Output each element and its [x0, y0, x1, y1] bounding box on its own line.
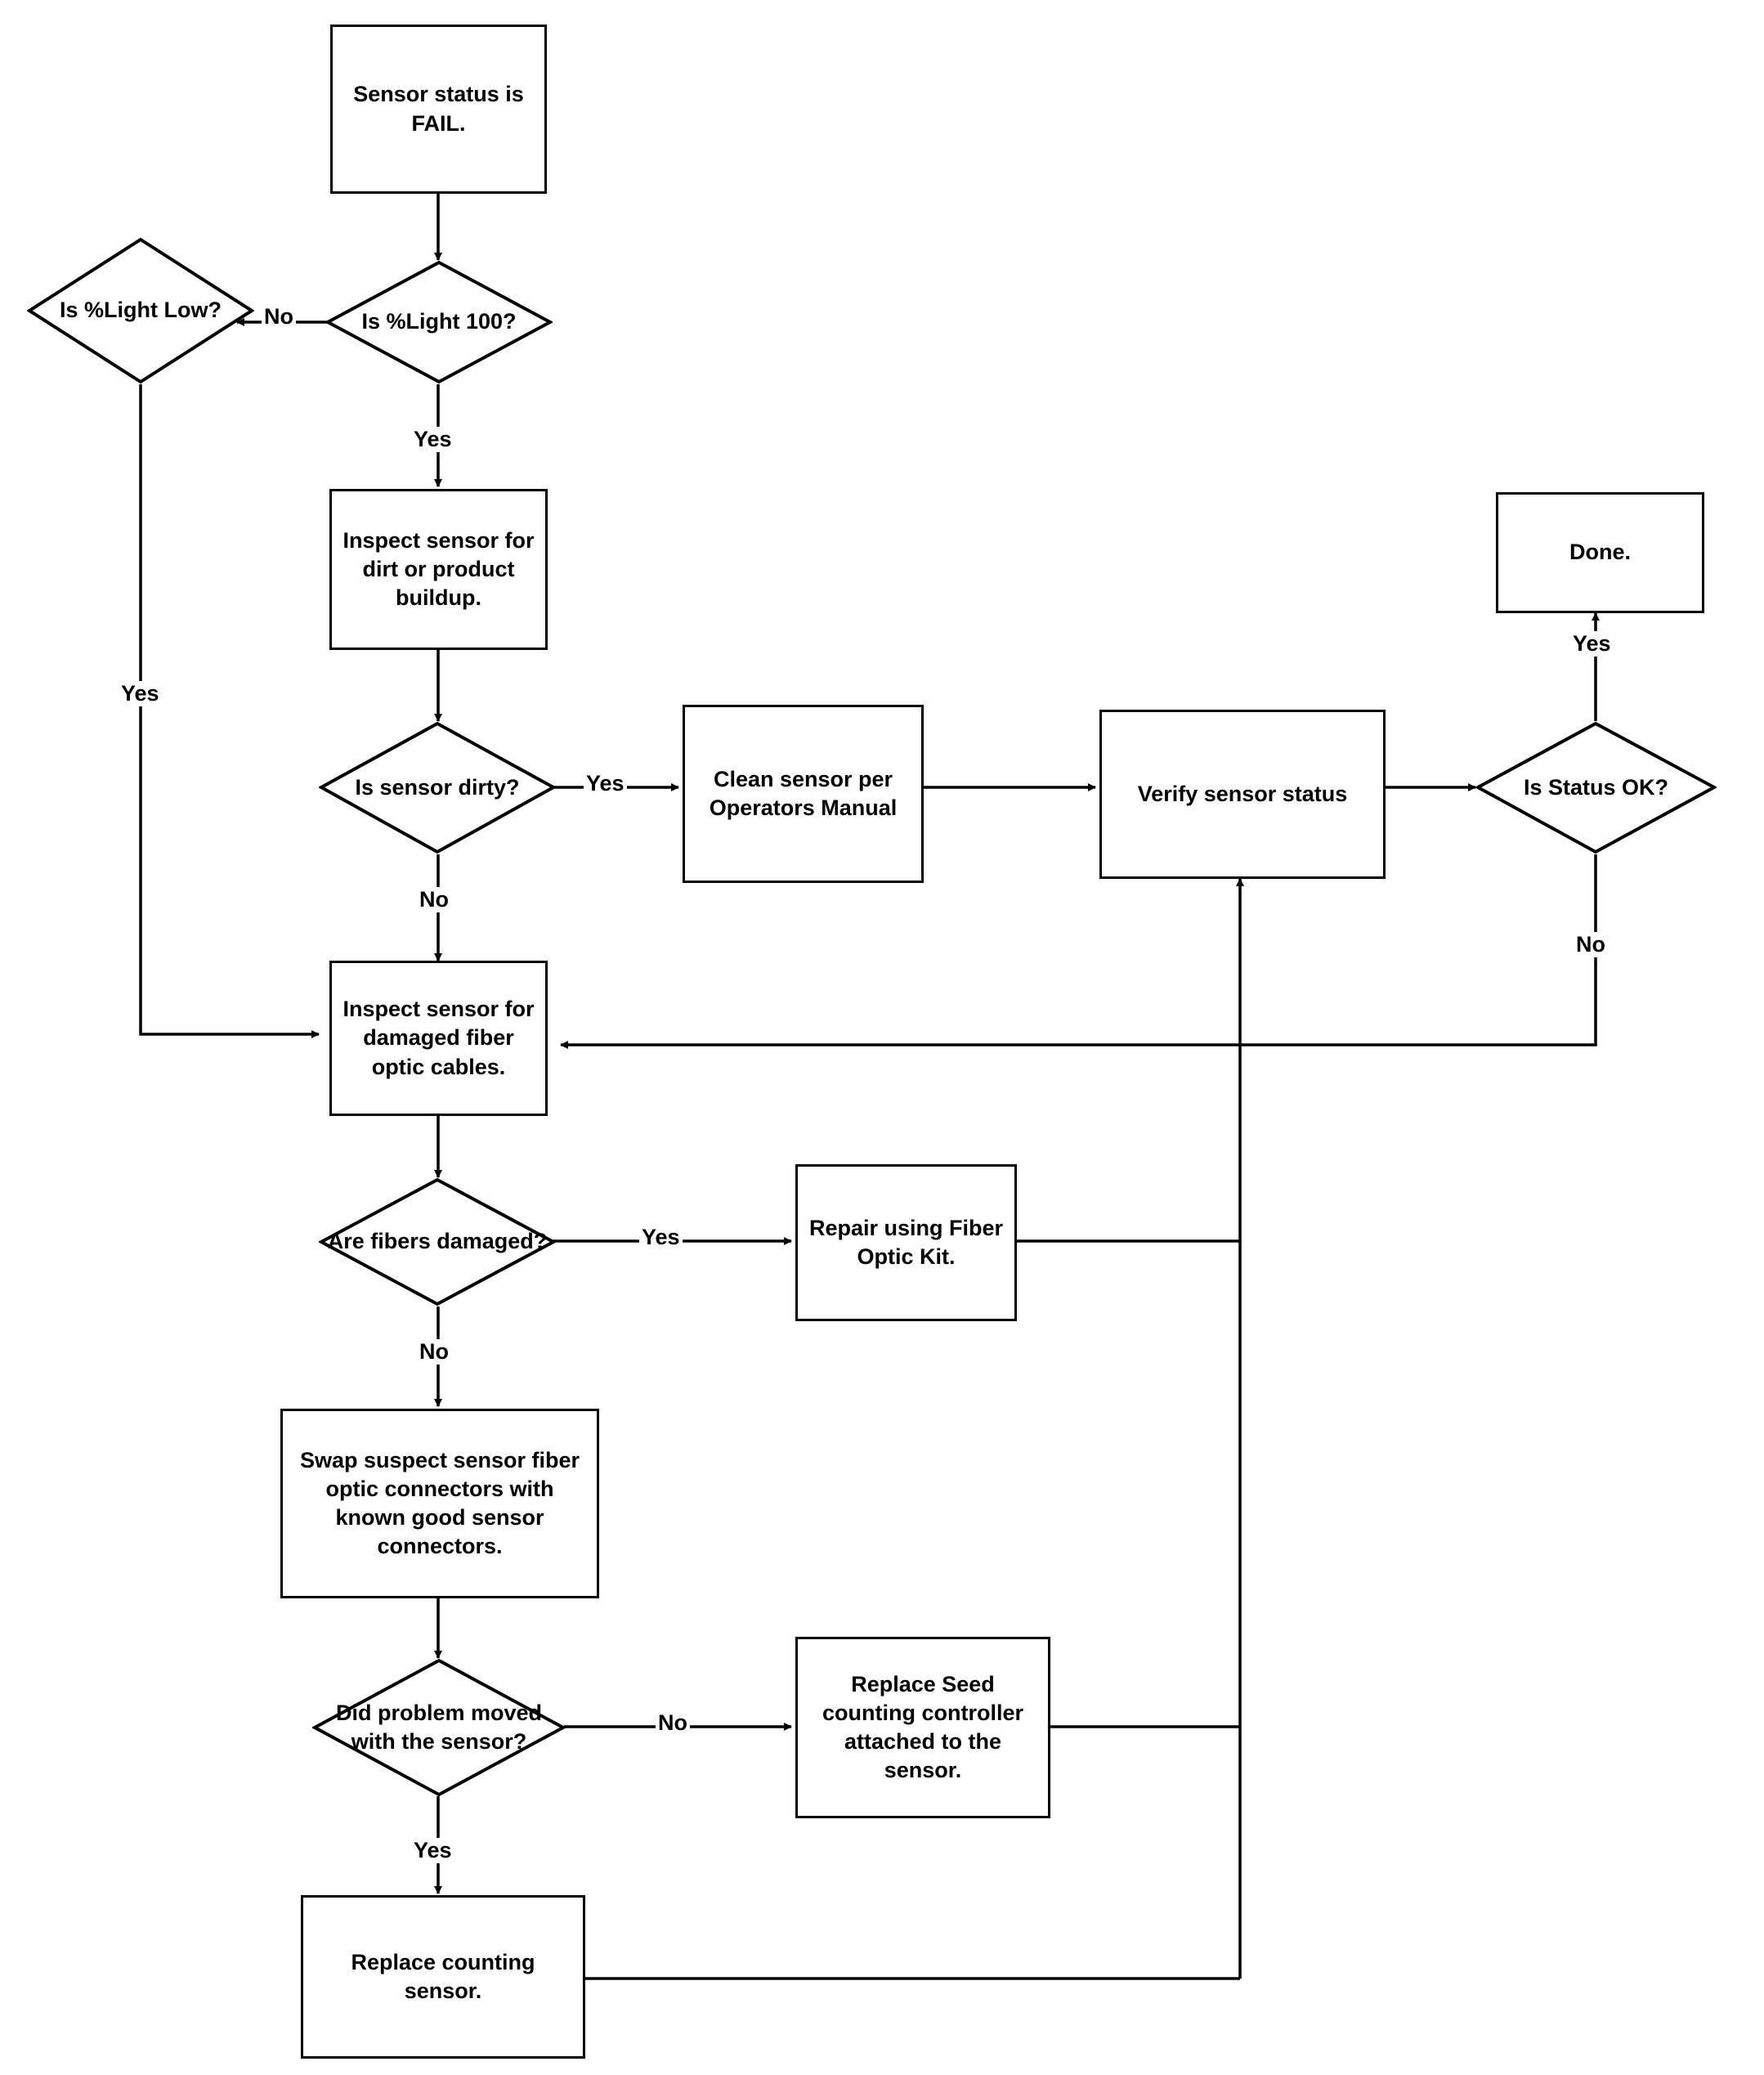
- diamond-shape: [1475, 721, 1717, 854]
- node-inspect-fiber-cables: [329, 961, 548, 1116]
- node-label: Done.: [1569, 540, 1631, 565]
- node-label: Did problem moved with the sensor?: [335, 1700, 543, 1754]
- node-did-problem-move: [312, 1658, 566, 1797]
- node-is-sensor-dirty: [319, 721, 556, 854]
- edge-label-no-light100: No: [262, 304, 296, 329]
- node-swap-connectors: [280, 1409, 599, 1598]
- node-label: Clean sensor per Operators Manual: [709, 766, 898, 820]
- node-label: Is %Light Low?: [60, 298, 222, 323]
- node-is-light-low: [27, 237, 254, 384]
- node-label: Sensor status is FAIL.: [353, 82, 524, 136]
- diamond-shape: [312, 1658, 566, 1797]
- node-done: [1496, 492, 1704, 613]
- node-are-fibers-damaged: [319, 1177, 556, 1306]
- edge-label-yes-dirty: Yes: [584, 771, 627, 796]
- node-clean-sensor: [683, 705, 924, 883]
- node-label: Is sensor dirty?: [355, 774, 520, 800]
- edge-label-yes-lightlow: Yes: [119, 681, 162, 706]
- diamond-shape: [27, 237, 254, 384]
- node-label: Replace counting sensor.: [351, 1949, 535, 2003]
- diamond-shape: [325, 260, 553, 384]
- node-is-status-ok: [1475, 721, 1717, 854]
- edge-label-yes-status-ok: Yes: [1570, 631, 1614, 657]
- node-sensor-status-fail: [330, 25, 547, 194]
- edge-label-no-status-ok: No: [1574, 932, 1608, 957]
- node-label: Replace Seed counting controller attached to the sensor.: [822, 1671, 1023, 1783]
- node-repair-fiber-kit: [795, 1164, 1017, 1321]
- node-replace-seed-controller: [795, 1637, 1050, 1818]
- node-label: Are fibers damaged?: [327, 1229, 548, 1254]
- node-is-light-100: [325, 260, 553, 384]
- edge-label-no-problem-moved: No: [656, 1710, 690, 1736]
- diamond-shape: [319, 721, 556, 854]
- node-label: Swap suspect sensor fiber optic connectors with known good sensor connectors.: [299, 1447, 580, 1559]
- node-verify-sensor-status: [1099, 710, 1386, 879]
- node-label: Repair using Fiber Optic Kit.: [808, 1215, 1004, 1269]
- edge-label-no-dirty: No: [417, 887, 451, 912]
- edge-label-no-fibers-damaged: No: [417, 1339, 451, 1365]
- node-label: Is %Light 100?: [361, 309, 517, 334]
- node-label: Is Status OK?: [1523, 774, 1669, 800]
- node-inspect-sensor-dirt: [329, 489, 548, 650]
- node-replace-counting-sensor: [301, 1895, 585, 2059]
- edge-label-yes-fibers-damaged: Yes: [639, 1225, 683, 1250]
- diamond-shape: [319, 1177, 556, 1306]
- edge-label-yes-problem-moved: Yes: [411, 1838, 454, 1863]
- edge-label-yes-light100: Yes: [411, 427, 454, 452]
- node-label: Inspect sensor for damaged fiber optic cables.: [343, 997, 535, 1079]
- node-label: Verify sensor status: [1137, 781, 1348, 806]
- node-label: Inspect sensor for dirt or product buildup.: [343, 527, 535, 611]
